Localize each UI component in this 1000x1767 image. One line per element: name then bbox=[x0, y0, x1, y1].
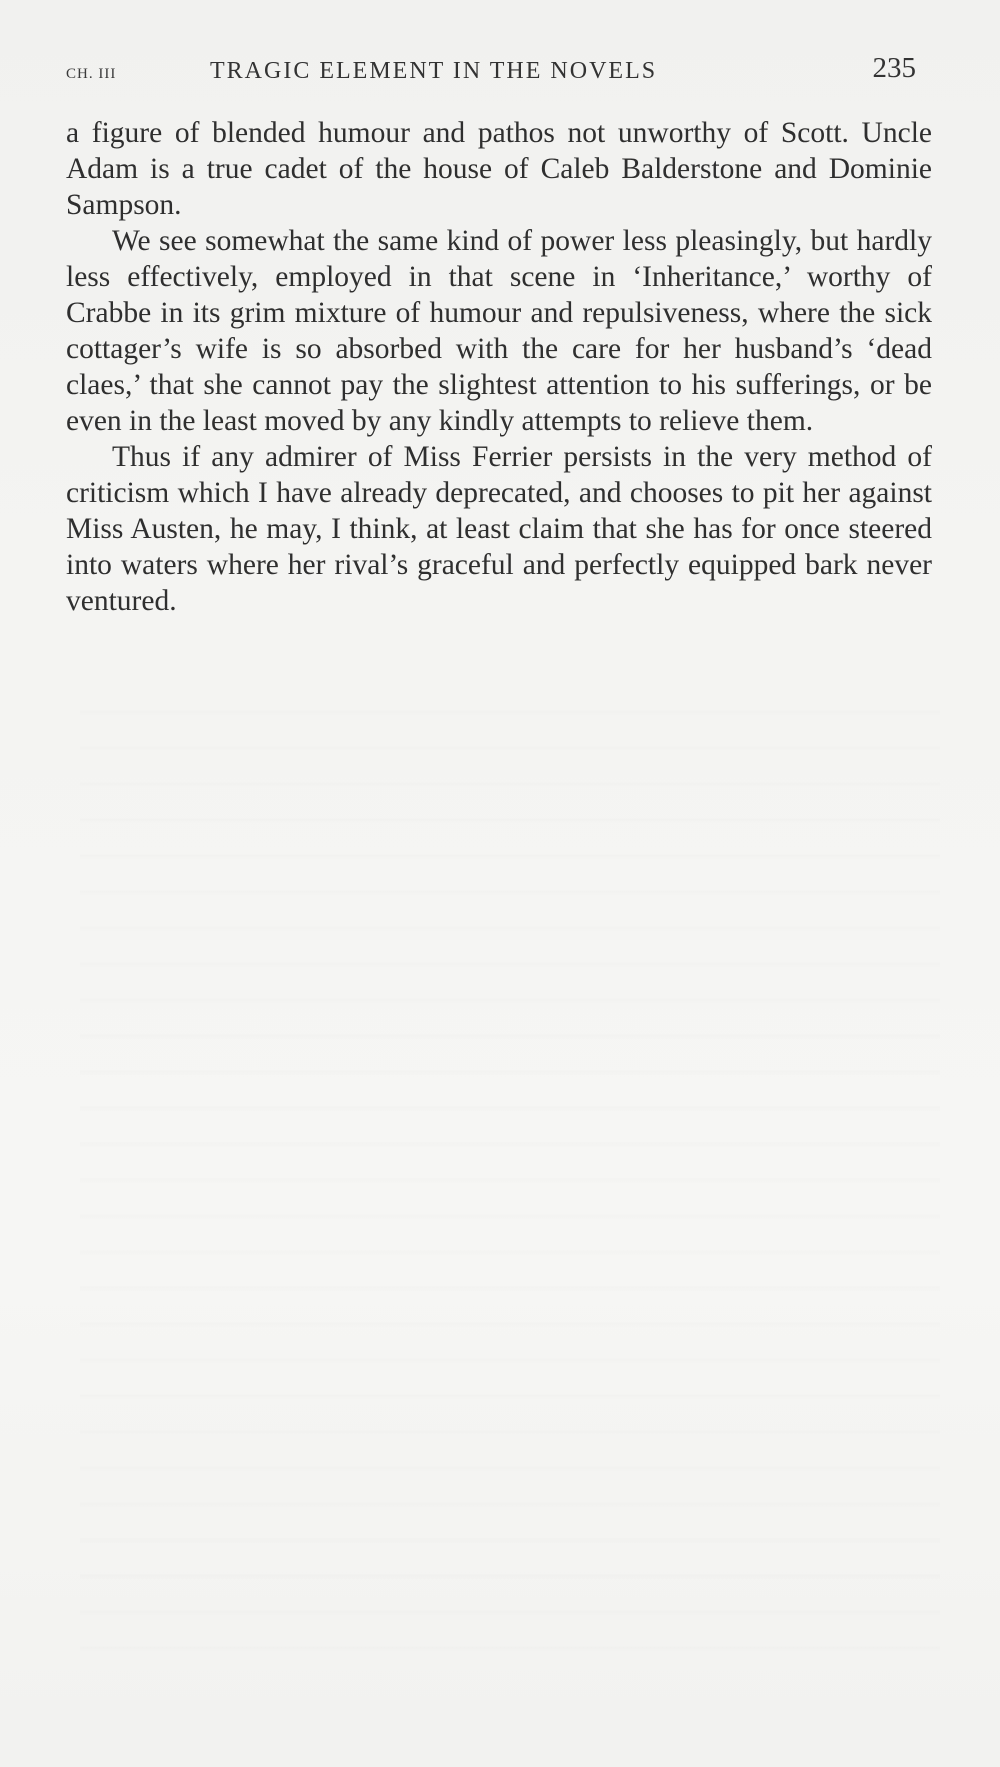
running-header bbox=[66, 52, 916, 92]
paragraph-2: We see somewhat the same kind of power less pleasingly, but hardly less effectively, employed in that scene in ‘Inheritance,’ worthy of Crabbe in its grim mixture of humour and repulsiveness, where the sick cottager’s wife is so absorbed with the care for her husband’s ‘dead claes,’ that she cannot pay the slightest attention to his sufferings, or be even in the least moved by any kindly attempts to relieve them. bbox=[66, 225, 932, 437]
running-title: TRAGIC ELEMENT IN THE NOVELS bbox=[210, 58, 658, 84]
paragraph-1: a figure of blended humour and pathos not unworthy of Scott. Uncle Adam is a true cadet of the house of Caleb Balderstone and Dominie Sampson. bbox=[66, 117, 932, 221]
body-text bbox=[66, 115, 932, 619]
running-chapter: CH. III bbox=[66, 66, 117, 82]
page-number: 235 bbox=[872, 52, 916, 84]
show-through-texture bbox=[80, 680, 940, 1680]
paragraph-3: Thus if any admirer of Miss Ferrier persists in the very method of criticism which I have already deprecated, and chooses to pit her against Miss Austen, he may, I think, at least claim that she has for once steered into waters where her rival’s graceful and perfectly equipped bark never ventured. bbox=[66, 441, 932, 617]
